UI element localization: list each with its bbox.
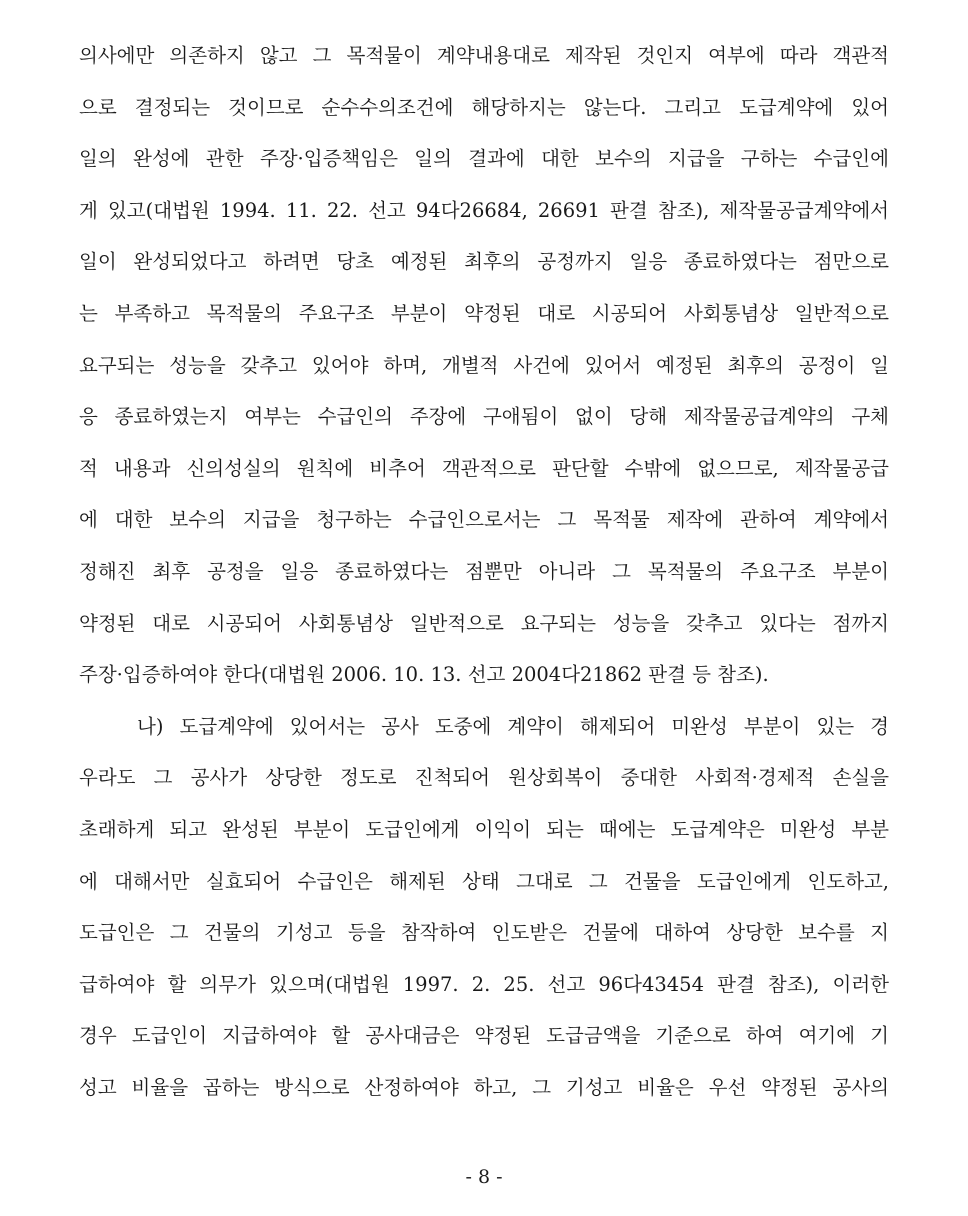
paragraph-1: [79, 30, 889, 701]
text-line: 요구되는 성능을 갖추고 있어야 하며, 개별적 사건에 있어서 예정된 최후의 공정이 일: [79, 353, 889, 377]
text-line: 우라도 그 공사가 상당한 정도로 진척되어 원상회복이 중대한 사회적·경제적 손실을: [79, 766, 889, 790]
text-line: 정해진 최후 공정을 일응 종료하였다는 점뿐만 아니라 그 목적물의 주요구조 부분이: [79, 559, 889, 583]
page-number: - 8 -: [465, 1166, 503, 1188]
text-line: 응 종료하였는지 여부는 수급인의 주장에 구애됨이 없이 당해 제작물공급계약의 구체: [79, 405, 889, 429]
text-line: 에 대한 보수의 지급을 청구하는 수급인으로서는 그 목적물 제작에 관하여 계약에서: [79, 508, 889, 532]
text-line: 나) 도급계약에 있어서는 공사 도중에 계약이 해제되어 미완성 부분이 있는 경: [137, 714, 889, 738]
text-line: 도급인은 그 건물의 기성고 등을 참작하여 인도받은 건물에 대하여 상당한 보수를 지: [79, 921, 889, 945]
text-line: 주장·입증하여야 한다(대법원 2006. 10. 13. 선고 2004다21862 판결 등 참조).: [79, 663, 769, 687]
text-line: 일이 완성되었다고 하려면 당초 예정된 최후의 공정까지 일응 종료하였다는 점만으로: [79, 250, 889, 274]
text-line: 적 내용과 신의성실의 원칙에 비추어 객관적으로 판단할 수밖에 없으므로, 제작물공급: [79, 456, 889, 480]
text-line: 초래하게 되고 완성된 부분이 도급인에게 이익이 되는 때에는 도급계약은 미완성 부분: [79, 817, 889, 841]
body-text: [79, 30, 889, 1113]
text-line: 약정된 대로 시공되어 사회통념상 일반적으로 요구되는 성능을 갖추고 있다는 점까지: [79, 611, 889, 635]
text-line: 게 있고(대법원 1994. 11. 22. 선고 94다26684, 26691 판결 참조), 제작물공급계약에서: [79, 198, 889, 222]
text-line: 성고 비율을 곱하는 방식으로 산정하여야 하고, 그 기성고 비율은 우선 약정된 공사의: [79, 1075, 889, 1099]
text-line: 급하여야 할 의무가 있으며(대법원 1997. 2. 25. 선고 96다43454 판결 참조), 이러한: [79, 972, 889, 996]
text-line: 에 대해서만 실효되어 수급인은 해제된 상태 그대로 그 건물을 도급인에게 인도하고,: [79, 869, 889, 893]
text-line: 의사에만 의존하지 않고 그 목적물이 계약내용대로 제작된 것인지 여부에 따라 객관적: [79, 44, 889, 67]
paragraph-2: [79, 701, 889, 1114]
text-line: 일의 완성에 관한 주장·입증책임은 일의 결과에 대한 보수의 지급을 구하는 수급인에: [79, 147, 889, 171]
text-line: 는 부족하고 목적물의 주요구조 부분이 약정된 대로 시공되어 사회통념상 일반적으로: [79, 301, 889, 325]
text-line: 으로 결정되는 것이므로 순수수의조건에 해당하지는 않는다. 그리고 도급계약에 있어: [79, 95, 889, 119]
text-line: 경우 도급인이 지급하여야 할 공사대금은 약정된 도급금액을 기준으로 하여 여기에 기: [79, 1024, 889, 1048]
